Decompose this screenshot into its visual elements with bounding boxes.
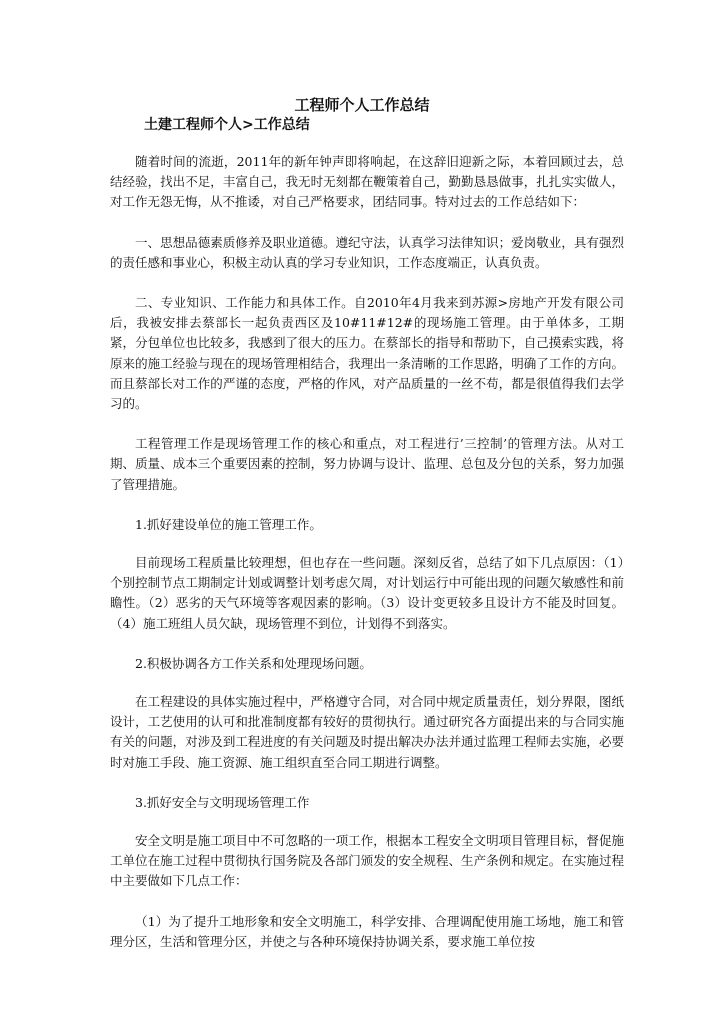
section-heading-2: 2.积极协调各方工作关系和处理现场问题。 (135, 655, 372, 671)
paragraph-management: 工程管理工作是现场管理工作的核心和重点，对工程进行’三控制’的管理方法。从对工期、质量、成本三个重要因素的控制，努力协调与设计、监理、总包及分包的关系，努力加强了管理措施。 (110, 436, 624, 492)
paragraph-ethics: 一、思想品德素质修养及职业道德。遵纪守法，认真学习法律知识；爱岗敬业，具有强烈的责任感和事业心，积极主动认真的学习专业知识，工作态度端正，认真负责。 (110, 234, 624, 270)
document-body (110, 152, 624, 972)
paragraph-quality-issues: 目前现场工程质量比较理想，但也存在一些问题。深刻反省，总结了如下几点原因：（1）个别控制节点工期制定计划或调整计划考虑欠周，对计划运行中可能出现的问题欠敏感性和前瞻性。（2）恶劣的天气环境等客观因素的影响。（3）设计变更较多且设计方不能及时回复。（4）施工班组人员欠缺，现场管理不到位，计划得不到落实。 (110, 555, 624, 631)
paragraph-work-ability: 二、专业知识、工作能力和具体工作。自2010年4月我来到苏源>房地产开发有限公司后，我被安排去蔡部长一起负责西区及10#11#12#的现场施工管理。由于单体多，工期紧，分包单位也比较多，我感到了很大的压力。在蔡部长的指导和帮助下，自己摸索实践，将原来的施工经验与现在的现场管理相结合，我理出一条清晰的工作思路，明确了工作的方向。而且蔡部长对工作的严谨的态度，严格的作风，对产品质量的一丝不苟，都是很值得我们去学习的。 (110, 295, 624, 412)
paragraph-intro: 随着时间的流逝，2011年的新年钟声即将响起，在这辞旧迎新之际，本着回顾过去，总结经验，找出不足，丰富自己，我无时无刻都在鞭策着自己，勤勤恳恳做事，扎扎实实做人，对工作无怨无悔，从不推诿，对自己严格要求，团结同事。特对过去的工作总结如下： (110, 154, 624, 210)
document-subtitle: 土建工程师个人>工作总结 (144, 117, 310, 133)
paragraph-safety: 安全文明是施工项目中不可忽略的一项工作，根据本工程安全文明项目管理目标，督促施工单位在施工过程中贯彻执行国务院及各部门颁发的安全规程、生产条例和规定。在实施过程中主要做如下几点工作： (110, 833, 624, 889)
section-heading-1: 1.抓好建设单位的施工管理工作。 (135, 516, 322, 532)
section-heading-3: 3.抓好安全与文明现场管理工作 (135, 794, 310, 810)
paragraph-coordination: 在工程建设的具体实施过程中，严格遵守合同，对合同中规定质量责任，划分界限，图纸设计，工艺使用的认可和批准制度都有较好的贯彻执行。通过研究各方面提出来的与合同实施有关的问题，对涉及到工程进度的有关问题及时提出解决办法并通过监理工程师去实施，必要时对施工手段、施工资源、施工组织直至合同工期进行调整。 (110, 694, 624, 770)
paragraph-site-layout: （1）为了提升工地形象和安全文明施工，科学安排、合理调配使用施工场地，施工和管理分区，生活和管理分区，并使之与各种环境保持协调关系，要求施工单位按 (110, 913, 624, 949)
document-title: 工程师个人工作总结 (294, 96, 430, 114)
